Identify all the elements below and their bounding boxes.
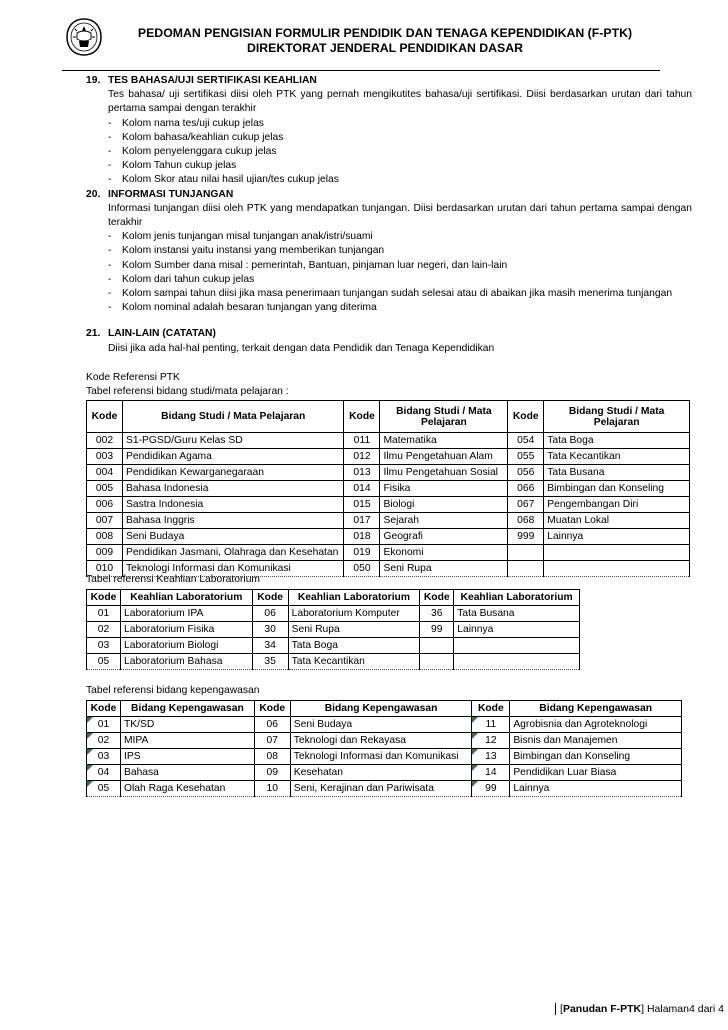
table-row bbox=[87, 654, 580, 670]
section-19-paragraph: Tes bahasa/ uji sertifikasi diisi oleh PTK yang pernah mengikutites bahasa/uji sertifikasi. Diisi berdasarkan urutan dari tahun pertama sampai dengan terakhir bbox=[108, 89, 692, 115]
code-cell: 068 bbox=[508, 513, 544, 529]
name-cell: Muatan Lokal bbox=[544, 513, 690, 529]
section-21-paragraph: Diisi jika ada hal-hal penting, terkait dengan data Pendidik dan Tenaga Kependidikan bbox=[108, 342, 495, 354]
column-header: Bidang Studi / Mata Pelajaran bbox=[122, 401, 344, 433]
name-cell: Laboratorium IPA bbox=[120, 606, 252, 622]
name-cell: Seni Budaya bbox=[122, 529, 344, 545]
name-cell: Sejarah bbox=[380, 513, 508, 529]
document-header bbox=[115, 26, 655, 56]
code-cell: 36 bbox=[420, 606, 454, 622]
name-cell: Pendidikan Luar Biasa bbox=[510, 765, 682, 781]
footer-doc-name: Panudan F-PTK bbox=[562, 1003, 642, 1015]
code-cell: 10 bbox=[254, 781, 290, 797]
column-header: Bidang Kepengawasan bbox=[290, 701, 472, 717]
column-header: Keahlian Laboratorium bbox=[120, 590, 252, 606]
tut-wuri-handayani-logo bbox=[64, 17, 104, 57]
name-cell: Teknologi dan Rekayasa bbox=[290, 733, 472, 749]
document-body bbox=[86, 74, 692, 356]
subject-reference-table bbox=[86, 400, 690, 577]
code-cell: 04 bbox=[87, 765, 121, 781]
name-cell: Geografi bbox=[380, 529, 508, 545]
name-cell: Fisika bbox=[380, 481, 508, 497]
code-cell bbox=[420, 654, 454, 670]
header-subtitle: DIREKTORAT JENDERAL PENDIDIKAN DASAR bbox=[246, 41, 524, 55]
section-20-title: 20. INFORMASI TUNJANGAN bbox=[86, 188, 234, 200]
name-cell: S1-PGSD/Guru Kelas SD bbox=[122, 433, 344, 449]
list-item: - Kolom Sumber dana misal : pemerintah, Bantuan, pinjaman luar negeri, dan lain-lain bbox=[108, 259, 508, 271]
section-20-list bbox=[86, 230, 692, 315]
code-cell: 002 bbox=[87, 433, 123, 449]
name-cell bbox=[544, 561, 690, 577]
column-header: Kode bbox=[87, 590, 121, 606]
list-item: - Kolom jenis tunjangan misal tunjangan anak/istri/suami bbox=[108, 231, 373, 243]
name-cell: Matematika bbox=[380, 433, 508, 449]
code-cell: 06 bbox=[254, 717, 290, 733]
code-cell: 005 bbox=[87, 481, 123, 497]
name-cell: Teknologi Informasi dan Komunikasi bbox=[122, 561, 344, 577]
name-cell: Ilmu Pengetahuan Alam bbox=[380, 449, 508, 465]
list-item: - Kolom bahasa/keahlian cukup jelas bbox=[108, 131, 284, 143]
table-header-row bbox=[87, 701, 682, 717]
name-cell: Pendidikan Kewarganegaraan bbox=[122, 465, 344, 481]
name-cell: Olah Raga Kesehatan bbox=[120, 781, 254, 797]
code-cell: 999 bbox=[508, 529, 544, 545]
code-cell: 055 bbox=[508, 449, 544, 465]
code-cell: 30 bbox=[252, 622, 288, 638]
table-row bbox=[87, 606, 580, 622]
reference-subtitle: Tabel referensi bidang studi/mata pelajaran : bbox=[86, 386, 289, 397]
name-cell: IPS bbox=[120, 749, 254, 765]
name-cell: Laboratorium Fisika bbox=[120, 622, 252, 638]
name-cell: Bahasa Inggris bbox=[122, 513, 344, 529]
name-cell: Tata Busana bbox=[544, 465, 690, 481]
code-cell: 07 bbox=[254, 733, 290, 749]
column-header: Kode bbox=[344, 401, 380, 433]
name-cell: Tata Boga bbox=[544, 433, 690, 449]
name-cell: Pendidikan Agama bbox=[122, 449, 344, 465]
lab-reference-table bbox=[86, 589, 580, 670]
table-row bbox=[87, 449, 690, 465]
table-header-row bbox=[87, 401, 690, 433]
code-cell: 34 bbox=[252, 638, 288, 654]
code-cell: 004 bbox=[87, 465, 123, 481]
code-cell: 015 bbox=[344, 497, 380, 513]
name-cell: Tata Busana bbox=[454, 606, 580, 622]
name-cell: Bimbingan dan Konseling bbox=[544, 481, 690, 497]
code-cell: 012 bbox=[344, 449, 380, 465]
column-header: Kode bbox=[252, 590, 288, 606]
reference-title: Kode Referensi PTK bbox=[86, 372, 180, 383]
name-cell: Bahasa bbox=[120, 765, 254, 781]
column-header: Kode bbox=[254, 701, 290, 717]
code-cell: 017 bbox=[344, 513, 380, 529]
table-row bbox=[87, 765, 682, 781]
name-cell: Bimbingan dan Konseling bbox=[510, 749, 682, 765]
column-header: Bidang Studi / Mata Pelajaran bbox=[544, 401, 690, 433]
name-cell: Teknologi Informasi dan Komunikasi bbox=[290, 749, 472, 765]
code-cell: 99 bbox=[420, 622, 454, 638]
list-item: - Kolom instansi yaitu instansi yang memberikan tunjangan bbox=[108, 245, 385, 257]
lab-table-label: Tabel referensi Keahlian Laboratorium bbox=[86, 574, 261, 585]
code-cell: 05 bbox=[87, 654, 121, 670]
code-cell: 050 bbox=[344, 561, 380, 577]
table-row bbox=[87, 749, 682, 765]
code-cell: 01 bbox=[87, 606, 121, 622]
name-cell: Pendidikan Jasmani, Olahraga dan Kesehatan bbox=[122, 545, 344, 561]
column-header: Bidang Kepengawasan bbox=[510, 701, 682, 717]
name-cell: Tata Kecantikan bbox=[288, 654, 420, 670]
column-header: Keahlian Laboratorium bbox=[288, 590, 420, 606]
code-cell: 011 bbox=[344, 433, 380, 449]
table-row bbox=[87, 513, 690, 529]
code-cell: 03 bbox=[87, 638, 121, 654]
footer-page-number: Halaman4 dari 4 bbox=[646, 1003, 724, 1015]
column-header: Kode bbox=[508, 401, 544, 433]
list-item: - Kolom nominal adalah besaran tunjangan yang diterima bbox=[108, 302, 377, 314]
column-header: Kode bbox=[87, 701, 121, 717]
name-cell: Biologi bbox=[380, 497, 508, 513]
code-cell: 007 bbox=[87, 513, 123, 529]
supervision-table-label: Tabel referensi bidang kepengawasan bbox=[86, 685, 260, 696]
table-row bbox=[87, 622, 580, 638]
code-cell: 12 bbox=[472, 733, 510, 749]
name-cell: Laboratorium Komputer bbox=[288, 606, 420, 622]
code-cell: 13 bbox=[472, 749, 510, 765]
code-cell: 02 bbox=[87, 622, 121, 638]
name-cell: Seni Rupa bbox=[380, 561, 508, 577]
code-cell: 013 bbox=[344, 465, 380, 481]
name-cell: TK/SD bbox=[120, 717, 254, 733]
code-cell: 066 bbox=[508, 481, 544, 497]
name-cell: Ekonomi bbox=[380, 545, 508, 561]
name-cell: MIPA bbox=[120, 733, 254, 749]
code-cell: 006 bbox=[87, 497, 123, 513]
page-footer: [Panudan F-PTK] Halaman4 dari 4 bbox=[555, 1003, 724, 1015]
code-cell: 014 bbox=[344, 481, 380, 497]
code-cell bbox=[508, 561, 544, 577]
column-header: Keahlian Laboratorium bbox=[454, 590, 580, 606]
code-cell: 06 bbox=[252, 606, 288, 622]
name-cell: Laboratorium Bahasa bbox=[120, 654, 252, 670]
name-cell: Ilmu Pengetahuan Sosial bbox=[380, 465, 508, 481]
code-cell: 067 bbox=[508, 497, 544, 513]
name-cell: Bahasa Indonesia bbox=[122, 481, 344, 497]
name-cell: Lainnya bbox=[510, 781, 682, 797]
column-header: Kode bbox=[420, 590, 454, 606]
list-item: - Kolom Skor atau nilai hasil ujian/tes cukup jelas bbox=[108, 174, 339, 186]
table-row bbox=[87, 433, 690, 449]
code-cell bbox=[420, 638, 454, 654]
code-cell bbox=[508, 545, 544, 561]
code-cell: 003 bbox=[87, 449, 123, 465]
code-cell: 11 bbox=[472, 717, 510, 733]
code-cell: 008 bbox=[87, 529, 123, 545]
table-row bbox=[87, 733, 682, 749]
name-cell: Tata Boga bbox=[288, 638, 420, 654]
name-cell: Sastra Indonesia bbox=[122, 497, 344, 513]
code-cell: 018 bbox=[344, 529, 380, 545]
section-19-list bbox=[86, 117, 692, 188]
column-header: Bidang Studi / Mata Pelajaran bbox=[380, 401, 508, 433]
name-cell: Lainnya bbox=[544, 529, 690, 545]
code-cell: 99 bbox=[472, 781, 510, 797]
table-row bbox=[87, 529, 690, 545]
code-cell: 02 bbox=[87, 733, 121, 749]
name-cell: Tata Kecantikan bbox=[544, 449, 690, 465]
name-cell: Seni Rupa bbox=[288, 622, 420, 638]
code-cell: 35 bbox=[252, 654, 288, 670]
code-cell: 05 bbox=[87, 781, 121, 797]
code-cell: 01 bbox=[87, 717, 121, 733]
header-title: PEDOMAN PENGISIAN FORMULIR PENDIDIK DAN TENAGA KEPENDIDIKAN (F-PTK) bbox=[137, 26, 633, 40]
table-row bbox=[87, 497, 690, 513]
header-divider bbox=[62, 70, 660, 71]
column-header: Kode bbox=[472, 701, 510, 717]
code-cell: 010 bbox=[87, 561, 123, 577]
code-cell: 09 bbox=[254, 765, 290, 781]
list-item: - Kolom dari tahun cukup jelas bbox=[108, 273, 255, 285]
code-cell: 056 bbox=[508, 465, 544, 481]
list-item: - Kolom nama tes/uji cukup jelas bbox=[108, 117, 264, 129]
section-19-title: 19. TES BAHASA/UJI SERTIFIKASI KEAHLIAN bbox=[86, 75, 317, 86]
table-header-row bbox=[87, 590, 580, 606]
table-row bbox=[87, 781, 682, 797]
code-cell: 054 bbox=[508, 433, 544, 449]
code-cell: 03 bbox=[87, 749, 121, 765]
section-20-paragraph: Informasi tunjangan diisi oleh PTK yang mendapatkan tunjangan. Diisi berdasarkan urutan dari tahun pertama sampai dengan terakhir bbox=[108, 202, 692, 229]
list-item: - Kolom sampai tahun diisi jika masa penerimaan tunjangan sudah selesai atau di abaikan jika masih menerima tunjangan bbox=[108, 288, 673, 300]
name-cell: Pengembangan Diri bbox=[544, 497, 690, 513]
name-cell: Seni Budaya bbox=[290, 717, 472, 733]
code-cell: 08 bbox=[254, 749, 290, 765]
name-cell bbox=[454, 654, 580, 670]
supervision-reference-table bbox=[86, 700, 682, 797]
table-row bbox=[87, 545, 690, 561]
code-cell: 14 bbox=[472, 765, 510, 781]
table-row bbox=[87, 638, 580, 654]
name-cell bbox=[544, 545, 690, 561]
name-cell bbox=[454, 638, 580, 654]
name-cell: Laboratorium Biologi bbox=[120, 638, 252, 654]
table-row bbox=[87, 717, 682, 733]
column-header: Bidang Kepengawasan bbox=[120, 701, 254, 717]
name-cell: Seni, Kerajinan dan Pariwisata bbox=[290, 781, 472, 797]
table-row bbox=[87, 481, 690, 497]
code-cell: 019 bbox=[344, 545, 380, 561]
list-item: - Kolom penyelenggara cukup jelas bbox=[108, 146, 277, 158]
name-cell: Lainnya bbox=[454, 622, 580, 638]
table-row bbox=[87, 465, 690, 481]
list-item: - Kolom Tahun cukup jelas bbox=[108, 160, 237, 172]
code-cell: 009 bbox=[87, 545, 123, 561]
name-cell: Bisnis dan Manajemen bbox=[510, 733, 682, 749]
section-21-title: 21. LAIN-LAIN (CATATAN) bbox=[86, 328, 216, 340]
name-cell: Agrobisnia dan Agroteknologi bbox=[510, 717, 682, 733]
name-cell: Kesehatan bbox=[290, 765, 472, 781]
column-header: Kode bbox=[87, 401, 123, 433]
